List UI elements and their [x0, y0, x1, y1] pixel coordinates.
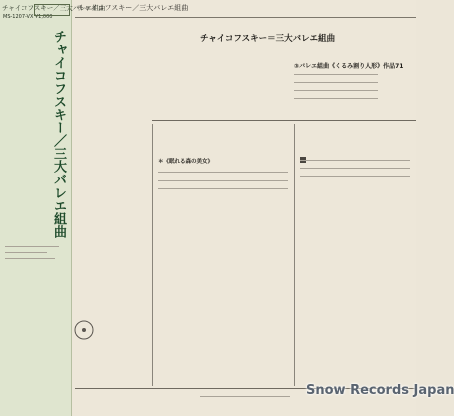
text-line: [294, 74, 378, 75]
spine: [0, 0, 106, 416]
text-line: [294, 98, 378, 99]
text-line: [294, 82, 378, 83]
text-line: [300, 168, 410, 169]
column-rule: [294, 124, 295, 386]
text-line: [294, 90, 378, 91]
record-logo-icon: [74, 320, 94, 340]
text-line: [158, 172, 288, 173]
text-line: [158, 180, 288, 181]
header-title: チャイコフスキー／三大バレエ組曲: [77, 4, 189, 12]
spine-heading: チャイコフスキー／三大バレエ組曲: [2, 4, 106, 12]
spine-price-line: MS-1207-VX ¥1,000: [3, 14, 53, 20]
column-rule: [152, 124, 153, 386]
watermark: Snow Records Japan: [306, 383, 454, 398]
section-heading: ＊《眠れる森の美女》: [158, 159, 214, 165]
suite-three-heading: ③バレエ組曲《くるみ割り人形》作品71: [294, 63, 404, 70]
text-line: [5, 246, 59, 247]
text-line: [300, 160, 410, 161]
text-line: [5, 252, 47, 253]
text-line: [158, 188, 288, 189]
text-line: [200, 396, 290, 397]
badge: [34, 4, 70, 16]
divider: [152, 120, 416, 121]
main-title: チャイコフスキー＝三大バレエ組曲: [200, 34, 336, 44]
bullet-mark-icon: [300, 148, 306, 154]
text-line: [300, 176, 410, 177]
text-line: [5, 258, 55, 259]
spine-title: チャイコフスキー／三大バレエ組曲: [51, 30, 66, 238]
